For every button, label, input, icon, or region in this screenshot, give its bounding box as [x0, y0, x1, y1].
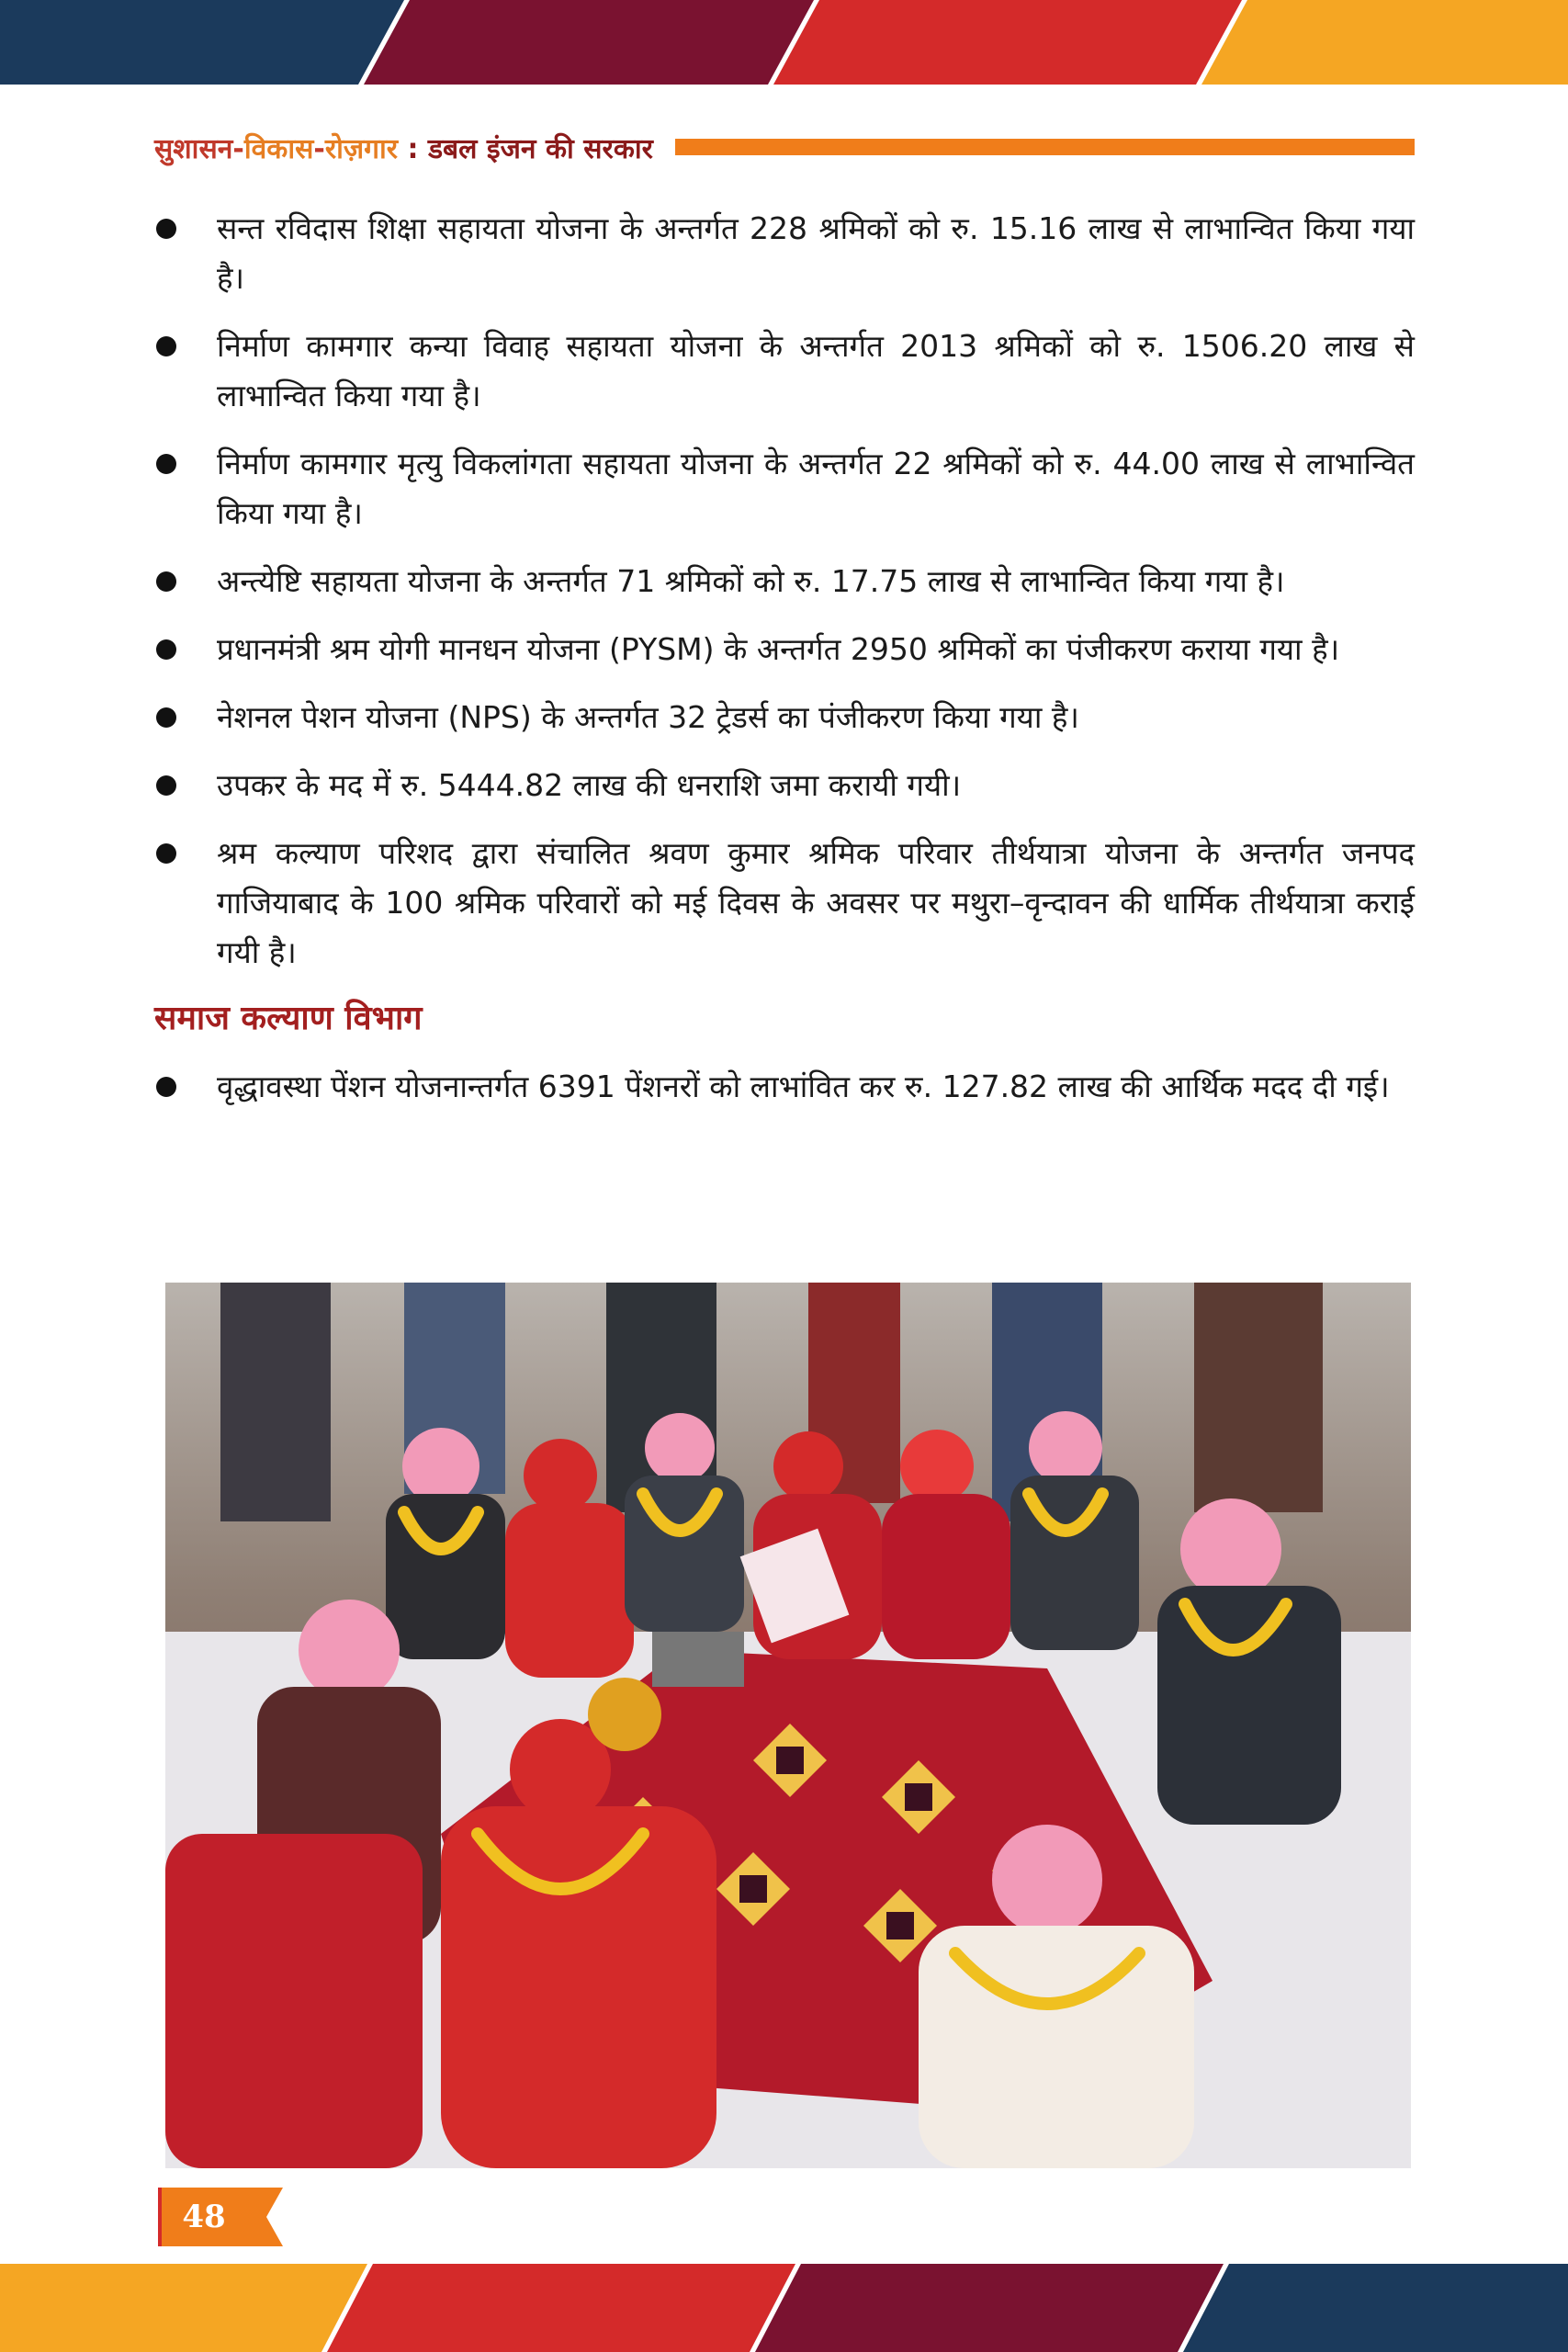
bullet-icon: [156, 454, 176, 474]
bullet-icon: [156, 639, 176, 660]
bullet-icon: [156, 1077, 176, 1097]
list-item-text: नेशनल पेशन योजना (NPS) के अन्तर्गत 32 ट्रेडर्स का पंजीकरण किया गया है।: [217, 699, 1079, 735]
header-separator: -: [313, 132, 325, 165]
list-item: [154, 693, 1415, 742]
header-title-part4: : डबल इंजन की सरकार: [398, 132, 653, 165]
list-item-text: निर्माण कामगार मृत्यु विकलांगता सहायता योजना के अन्तर्गत 22 श्रमिकों को रु. 44.00 लाख से लाभान्वित किया गया है।: [217, 446, 1415, 531]
list-item-text: श्रम कल्याण परिशद द्वारा संचालित श्रवण कुमार श्रमिक परिवार तीर्थयात्रा योजना के अन्तर्गत जनपद गाजियाबाद के 100 श्रमिक परिवारों को मई दिवस के अवसर पर मथुरा–वृन्दावन की धार्मिक तीर्थयात्रा कराई गयी है।: [217, 835, 1415, 970]
list-item: [154, 204, 1415, 303]
list-item-text: अन्त्येष्टि सहायता योजना के अन्तर्गत 71 श्रमिकों को रु. 17.75 लाख से लाभान्वित किया गया है।: [217, 563, 1285, 599]
header-rule: [675, 139, 1415, 155]
list-item: [154, 761, 1415, 810]
header-title-part1: सुशासन: [154, 132, 233, 165]
bullet-icon: [156, 843, 176, 864]
list-item: [154, 1062, 1415, 1112]
list-item-text: प्रधानमंत्री श्रम योगी मानधन योजना (PYSM) के अन्तर्गत 2950 श्रमिकों का पंजीकरण कराया गया है।: [217, 631, 1340, 667]
list-item: [154, 829, 1415, 978]
bottom-decorative-band: [0, 2264, 1568, 2352]
top-decorative-band: [0, 0, 1568, 85]
main-content: [154, 204, 1415, 1130]
header-title-part3: रोज़गार: [324, 132, 399, 165]
page-number: 48: [182, 2199, 226, 2235]
bullet-icon: [156, 571, 176, 592]
list-item: [154, 322, 1415, 421]
header-title: [154, 129, 653, 166]
bullet-icon: [156, 336, 176, 356]
bullet-icon: [156, 775, 176, 796]
header-separator: -: [232, 132, 244, 165]
list-item-text: उपकर के मद में रु. 5444.82 लाख की धनराशि जमा करायी गयी।: [217, 767, 962, 803]
list-item-text: निर्माण कामगार कन्या विवाह सहायता योजना के अन्तर्गत 2013 श्रमिकों को रु. 1506.20 लाख से लाभान्वित किया गया है।: [217, 328, 1415, 413]
wedding-ceremony-photo: [165, 1283, 1411, 2168]
page-number-tab: [158, 2188, 283, 2246]
list-item: [154, 625, 1415, 674]
list-item-text: वृद्धावस्था पेंशन योजनान्तर्गत 6391 पेंशनरों को लाभांवित कर रु. 127.82 लाख की आर्थिक मदद दी गई।: [217, 1069, 1390, 1104]
bullet-icon: [156, 219, 176, 239]
list-item-text: सन्त रविदास शिक्षा सहायता योजना के अन्तर्गत 228 श्रमिकों को रु. 15.16 लाख से लाभान्वित किया गया है।: [217, 210, 1415, 296]
header-title-part2: विकास: [243, 132, 314, 165]
page-header: [154, 127, 1415, 167]
bullet-list-social-welfare: [154, 1062, 1415, 1112]
list-item: [154, 439, 1415, 538]
bullet-list-labour: [154, 204, 1415, 978]
list-item: [154, 557, 1415, 606]
section-heading: समाज कल्याण विभाग: [154, 1000, 423, 1037]
bullet-icon: [156, 707, 176, 728]
